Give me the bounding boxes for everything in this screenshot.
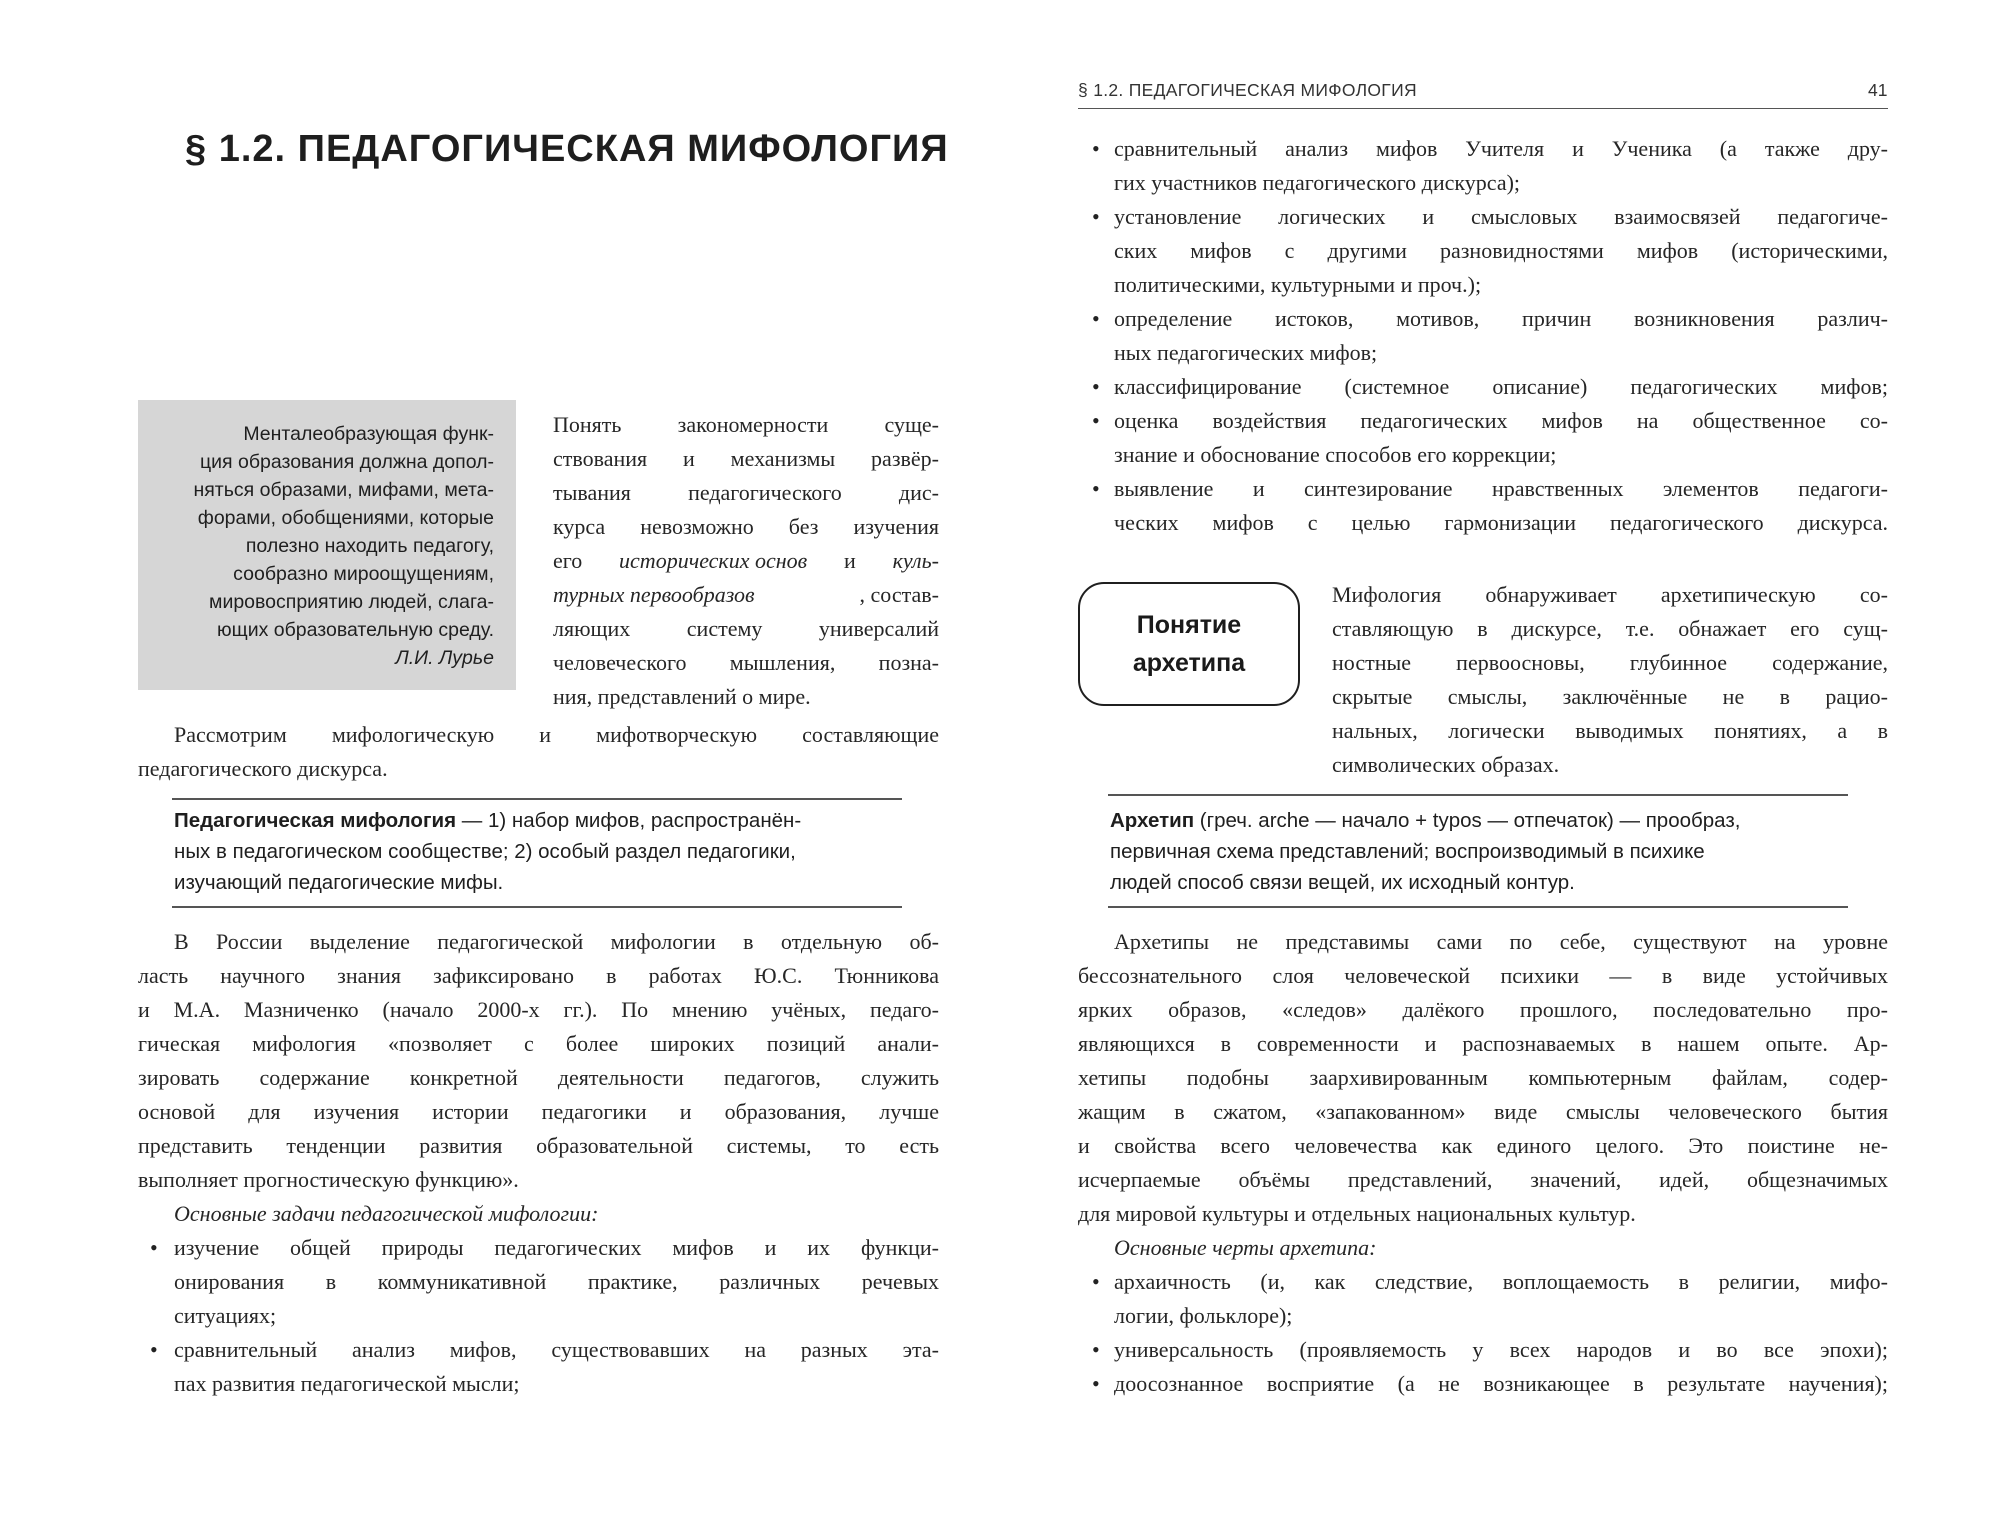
consider-line: педагогического дискурса. (138, 756, 388, 781)
mythology-line: ставляющую в дискурсе, т.е. обнажает его сущ- (1332, 616, 1888, 641)
mythology-line: Мифология обнаруживает архетипическую со- (1332, 582, 1888, 607)
bullet-icon: • (1092, 306, 1100, 331)
bullet-line: ческих мифов с целью гармонизации педагогического дискурса. (1114, 510, 1888, 535)
page-number: 41 (1868, 80, 1888, 100)
definition-rule-bottom (172, 906, 902, 908)
intro-text: и (844, 548, 856, 573)
bullet-line: онирования в коммуникативной практике, различных речевых (174, 1269, 939, 1294)
intro-italic: куль- (892, 548, 939, 573)
epigraph-line: ющих образовательную среду. (217, 619, 494, 641)
intro-italic: исторических основ (619, 548, 808, 573)
mythology-line: символических образах. (1332, 752, 1560, 777)
epigraph-author: Л.И. Лурье (395, 647, 494, 669)
mythology-line: нальных, логически выводимых понятиях, а в (1332, 718, 1888, 743)
mythology-line: ностные первоосновы, глубинное содержание, (1332, 650, 1888, 675)
body-line: жащим в сжатом, «запакованном» виде смыслы человеческого бытия (1078, 1099, 1888, 1124)
bullet-icon: • (1092, 136, 1100, 161)
body-line: представить тенденции развития образовательной системы, то есть (138, 1133, 939, 1158)
body-line: и свойства всего человечества как единого целого. Это поистине не- (1078, 1133, 1888, 1158)
traits-heading: Основные черты архетипа: (1114, 1235, 1377, 1260)
trait-line: архаичность (и, как следствие, воплощаемость в религии, мифо- (1114, 1269, 1888, 1294)
definition-rule-top (172, 798, 902, 800)
body-line: В России выделение педагогической мифологии в отдельную об- (174, 929, 939, 954)
definition-line: людей способ связи вещей, их исходный контур. (1110, 871, 1575, 894)
epigraph-line: ция образования должна допол- (199, 451, 494, 473)
bullet-line: знание и обоснование способов его коррекции; (1114, 442, 1557, 467)
intro-line: ляющих систему универсалий (553, 616, 939, 641)
concept-box-line: архетипа (1132, 649, 1246, 677)
intro-line (553, 578, 939, 612)
bullet-line: определение истоков, мотивов, причин возникновения различ- (1114, 306, 1888, 331)
body-line: исчерпаемые объёмы представлений, значений, идей, общезначимых (1078, 1167, 1888, 1192)
intro-text: его (553, 548, 583, 573)
bullet-line: гих участников педагогического дискурса); (1114, 170, 1521, 195)
epigraph-line: няться образами, мифами, мета- (193, 479, 494, 501)
bullet-icon: • (1092, 1337, 1100, 1362)
trait-line: универсальность (проявляемость у всех народов и во все эпохи); (1114, 1337, 1888, 1362)
bullet-line: ских мифов с другими разновидностями мифов (историческими, (1114, 238, 1888, 263)
epigraph-line: Менталеобразующая функ- (243, 423, 494, 445)
bullet-icon: • (1092, 408, 1100, 433)
definition-line: первичная схема представлений; воспроизводимый в психике (1110, 840, 1705, 863)
body-line: гическая мифология «позволяет с более широких позиций анали- (138, 1031, 939, 1056)
bullet-line: ных педагогических мифов; (1114, 340, 1378, 365)
intro-line: человеческого мышления, позна- (553, 650, 939, 675)
running-head-rule (1078, 108, 1888, 109)
trait-line: доосознанное восприятие (а не возникающее в результате научения); (1114, 1371, 1888, 1396)
concept-box (1078, 582, 1300, 706)
bullet-icon: • (1092, 374, 1100, 399)
body-line: и М.А. Мазниченко (начало 2000-х гг.). По мнению учёных, педаго- (138, 997, 939, 1022)
bullet-line: ситуациях; (174, 1303, 277, 1328)
intro-line: курса невозможно без изучения (553, 514, 939, 539)
bullet-line: оценка воздействия педагогических мифов на общественное со- (1114, 408, 1888, 433)
chapter-title: § 1.2. ПЕДАГОГИЧЕСКАЯ МИФОЛОГИЯ (185, 128, 949, 170)
bullet-line: установление логических и смысловых взаимосвязей педагогиче- (1114, 204, 1888, 229)
intro-line: Понять закономерности суще- (553, 412, 939, 437)
body-line: ласть научного знания зафиксировано в работах Ю.С. Тюнникова (138, 963, 939, 988)
bullet-icon: • (1092, 1269, 1100, 1294)
bullet-line: пах развития педагогической мысли; (174, 1371, 520, 1396)
tasks-heading: Основные задачи педагогической мифологии: (174, 1201, 599, 1226)
definition-line: изучающий педагогические мифы. (174, 871, 504, 894)
intro-line: тывания педагогического дис- (553, 480, 939, 505)
body-line: являющихся в современности и распознаваемых в нашем опыте. Ар- (1078, 1031, 1888, 1056)
definition-text: (греч. arche — начало + typos — отпечаток) — прообраз, (1194, 809, 1741, 832)
intro-line: ния, представлений о мире. (553, 684, 811, 709)
definition-text: — 1) набор мифов, распространён- (456, 809, 802, 832)
right-page (1000, 0, 2000, 1533)
body-line: для мировой культуры и отдельных национальных культур. (1078, 1201, 1636, 1226)
definition-term: Педагогическая мифология (174, 809, 457, 832)
consider-line: Рассмотрим мифологическую и мифотворческую составляющие (174, 722, 939, 747)
running-head: § 1.2. ПЕДАГОГИЧЕСКАЯ МИФОЛОГИЯ (1078, 80, 1417, 100)
epigraph-box (138, 400, 516, 690)
body-line: основой для изучения истории педагогики и образования, лучше (138, 1099, 939, 1124)
trait-line: логии, фольклоре); (1114, 1303, 1293, 1328)
intro-italic: турных первообразов (553, 582, 755, 607)
body-line: хетипы подобны заархивированным компьютерным файлам, содер- (1078, 1065, 1888, 1090)
bullet-icon: • (150, 1235, 158, 1260)
epigraph-line: сообразно мироощущениям, (233, 563, 494, 585)
definition-rule-top (1108, 794, 1848, 796)
body-line: Архетипы не представимы сами по себе, существуют на уровне (1114, 929, 1888, 954)
mythology-line: скрытые смыслы, заключённые не в рацио- (1332, 684, 1888, 709)
epigraph-line: форами, обобщениями, которые (197, 507, 494, 529)
definition-line (1110, 805, 1740, 836)
concept-box-line: Понятие (1136, 611, 1242, 639)
bullet-icon: • (150, 1337, 158, 1362)
definition-rule-bottom (1108, 906, 1848, 908)
body-line: бессознательного слоя человеческой психики — в виде устойчивых (1078, 963, 1888, 988)
intro-text: , состав- (859, 582, 939, 607)
intro-line (553, 544, 939, 578)
epigraph-line: мировосприятию людей, слага- (209, 591, 494, 613)
bullet-line: сравнительный анализ мифов, существовавших на разных эта- (174, 1337, 939, 1362)
bullet-icon: • (1092, 476, 1100, 501)
bullet-line: выявление и синтезирование нравственных элементов педагоги- (1114, 476, 1888, 501)
definition-line: ных в педагогическом сообществе; 2) особый раздел педагогики, (174, 840, 796, 863)
definition-term: Архетип (1110, 809, 1195, 832)
epigraph-line: полезно находить педагогу, (245, 535, 494, 557)
definition-line (174, 805, 801, 836)
body-line: выполняет прогностическую функцию». (138, 1167, 519, 1192)
bullet-line: сравнительный анализ мифов Учителя и Ученика (а также дру- (1114, 136, 1888, 161)
bullet-icon: • (1092, 1371, 1100, 1396)
bullet-icon: • (1092, 204, 1100, 229)
intro-line: ствования и механизмы развёр- (553, 446, 939, 471)
bullet-line: политическими, культурными и проч.); (1114, 272, 1482, 297)
body-line: зировать содержание конкретной деятельности педагогов, служить (138, 1065, 939, 1090)
bullet-line: изучение общей природы педагогических мифов и их функци- (174, 1235, 939, 1260)
body-line: ярких образов, «следов» далёкого прошлого, последовательно про- (1078, 997, 1888, 1022)
bullet-line: классифицирование (системное описание) педагогических мифов; (1114, 374, 1888, 399)
